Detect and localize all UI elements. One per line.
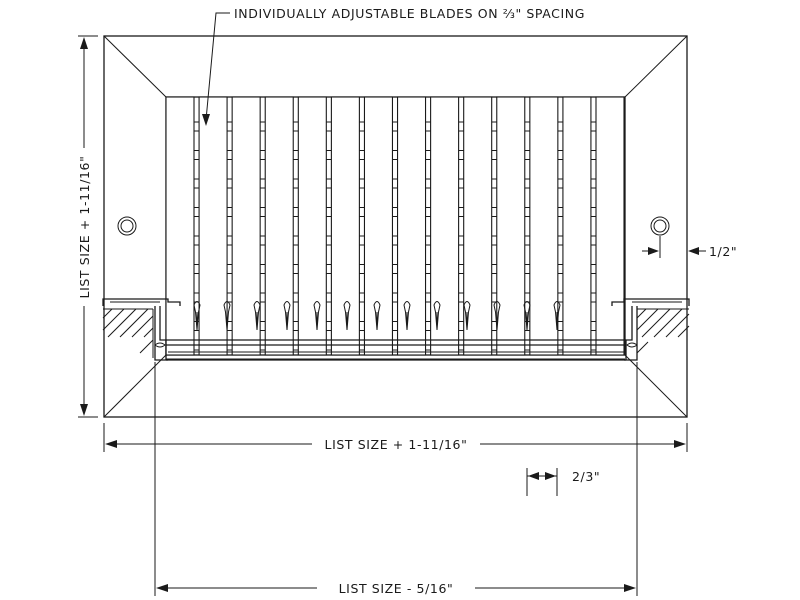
height-dim-label: LIST SIZE + 1-11/16" [77,155,92,299]
vertical-blade [530,97,558,355]
vertical-blade [298,97,326,355]
vertical-blade [265,97,293,355]
vertical-blade [398,97,426,355]
width-dim-label: LIST SIZE + 1-11/16" [324,437,468,452]
vertical-blade [596,97,624,355]
section-width-label: LIST SIZE - 5/16" [338,581,454,596]
height-dimension [76,36,98,417]
blade-spacing-dimension [527,468,600,496]
mounting-hole-right [651,217,669,235]
vertical-blade [431,97,459,355]
frame-bevel-br [625,355,687,417]
vertical-blade [199,97,227,355]
vertical-blade [497,97,525,355]
callout-label: INDIVIDUALLY ADJUSTABLE BLADES ON ⅔" SPACING [234,6,586,21]
frame-bevel-bl [104,355,166,417]
wall-hatch-left [103,309,153,358]
mounting-hole-left [118,217,136,235]
vertical-blade [166,97,194,355]
frame-bevel-tr [625,36,687,97]
vertical-blades [166,97,624,355]
wall-hatch-right [637,309,689,358]
section-width-dimension [155,362,637,596]
hole-offset-label: 1/2" [709,244,738,259]
blade-spacing-label: 2/3" [572,469,601,484]
vertical-blade [563,97,591,355]
hole-offset-dimension [642,236,737,259]
frame-bevel-tl [104,36,166,97]
width-dimension [104,423,687,452]
